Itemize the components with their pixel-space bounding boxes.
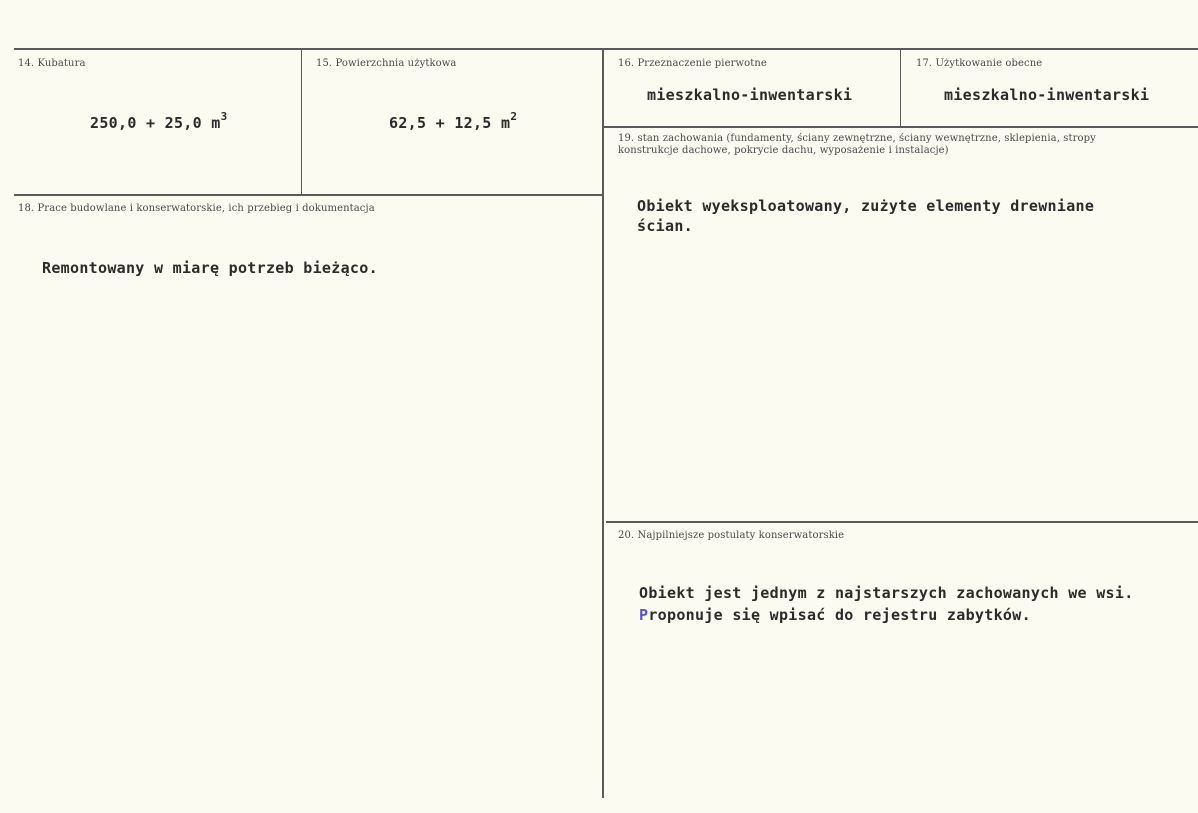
field-14-number: 250,0 + 25,0 m (90, 114, 221, 132)
divider-14-15 (301, 50, 302, 194)
field-15-exponent: 2 (510, 110, 518, 123)
rule-below-19 (606, 521, 1198, 523)
field-16-label: 16. Przeznaczenie pierwotne (618, 58, 767, 69)
top-rule (14, 48, 1198, 50)
divider-16-17 (900, 50, 901, 126)
field-14-label: 14. Kubatura (18, 58, 86, 69)
field-20-line-2-text: roponuje się wpisać do rejestru zabytków. (648, 606, 1031, 624)
correction-mark: P (639, 606, 649, 624)
field-14-value (90, 112, 228, 132)
field-19-value: Obiekt wyeksploatowany, zużyte elementy drewniane ścian. (637, 197, 1095, 235)
field-15-label: 15. Powierzchnia użytkowa (316, 58, 457, 69)
field-19-label: 19. stan zachowania (fundamenty, ściany zewnętrzne, ściany wewnętrzne, sklepienia, stropy konstrukcje dachowe, pokrycie dachu, wyposażenie i instalacje) (618, 133, 1096, 156)
field-17-value: mieszkalno-inwentarski (944, 86, 1150, 104)
field-18-label: 18. Prace budowlane i konserwatorskie, ich przebieg i dokumentacja (18, 203, 375, 214)
rule-below-14-15 (14, 194, 602, 196)
field-20-line-2 (639, 606, 1031, 624)
rule-below-16-17 (603, 126, 1198, 128)
field-20-line-1: Obiekt jest jednym z najstarszych zachowanych we wsi. (639, 584, 1134, 602)
field-16-value: mieszkalno-inwentarski (647, 86, 853, 104)
field-20-label: 20. Najpilniejsze postulaty konserwatorskie (618, 530, 845, 541)
field-15-value (389, 112, 517, 132)
field-18-value: Remontowany w miarę potrzeb bieżąco. (42, 259, 378, 277)
main-vertical-divider (602, 50, 604, 798)
field-17-label: 17. Użytkowanie obecne (916, 58, 1043, 69)
field-15-number: 62,5 + 12,5 m (389, 114, 511, 132)
field-14-exponent: 3 (220, 110, 228, 123)
